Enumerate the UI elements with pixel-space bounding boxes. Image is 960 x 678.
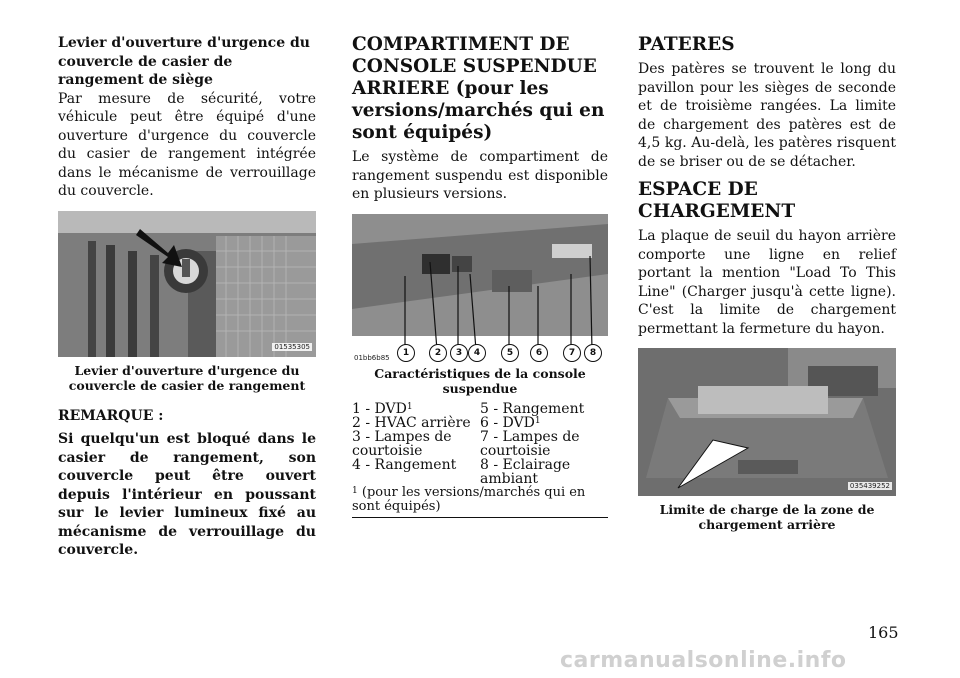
callout-2: 2 — [429, 344, 447, 362]
legend-row: 1 - DVD$^1$ 5 - Rangement — [352, 400, 585, 417]
legend-row: 2 - HVAC arrière 6 - DVD$^1$ — [352, 414, 541, 431]
legend-row: 4 - Rangement 8 - Eclairage ambiant — [352, 456, 571, 487]
column-middle — [352, 34, 608, 518]
legend-row: 3 - Lampes de courtoisie 7 - Lampes de courtoisie — [352, 428, 580, 459]
heading-suffix: (pour les versions/marchés qui en sont équipés) — [352, 78, 605, 143]
heading-main: COMPARTIMENT DE CONSOLE SUSPENDUE ARRIERE — [352, 34, 597, 99]
image-code: 035439252 — [849, 482, 890, 490]
callout-1: 1 — [397, 344, 415, 362]
legend-table — [352, 402, 608, 518]
column-right — [638, 34, 896, 532]
note-label: REMARQUE : — [58, 407, 164, 424]
note-text: Si quelqu'un est bloqué dans le casier de rangement, son couvercle peut être ouvert depuis l'intérieur en poussant sur le levier lumineux fixé au mécanisme de verrouillage du couvercle. — [58, 431, 316, 558]
photo-overhead-console — [352, 214, 608, 364]
legend-footnote: $^1$ (pour les versions/marchés qui en sont équipés) — [352, 486, 608, 518]
section-heading-overhead-console — [352, 34, 608, 144]
photo-cargo-limit — [638, 348, 896, 496]
image-code: 01bb6b85 — [354, 353, 390, 362]
callout-8: 8 — [584, 344, 602, 362]
image-code: 01535305 — [274, 342, 310, 351]
caption-overhead-console: Caractéristiques de la console suspendue — [374, 365, 586, 396]
photo-emergency-release-lever — [58, 211, 316, 357]
paragraph-coat-hooks: Des patères se trouvent le long du pavillon pour les sièges de seconde et de troisième rangées. La limite de chargement des patères est de 4,5 kg. Au-delà, les patères risquent de se briser ou de se détacher. — [638, 61, 896, 170]
paragraph-cargo-area: La plaque de seuil du hayon arrière comporte une ligne en relief portant la mention "Load To This Line" (Charger jusqu'à cette ligne). C'est la limite de chargement permettant la fermeture du hayon. — [638, 228, 896, 337]
callout-4: 4 — [468, 344, 486, 362]
callout-7: 7 — [563, 344, 581, 362]
callout-6: 6 — [530, 344, 548, 362]
watermark: carmanualsonline.info — [560, 648, 847, 673]
column-left — [58, 34, 316, 560]
paragraph-emergency-release: Par mesure de sécurité, votre véhicule peut être équipé d'une ouverture d'urgence du couvercle du casier de rangement intégrée dans le mécanisme de verrouillage du couvercle. — [58, 90, 316, 199]
callout-5: 5 — [501, 344, 519, 362]
caption-emergency-release: Levier d'ouverture d'urgence du couvercle de casier de rangement — [68, 362, 306, 393]
callout-3: 3 — [450, 344, 468, 362]
paragraph-overhead-console: Le système de compartiment de rangement suspendu est disponible en plusieurs versions. — [352, 149, 608, 202]
caption-cargo-limit: Limite de charge de la zone de chargement arrière — [659, 502, 875, 532]
section-heading-emergency-release: Levier d'ouverture d'urgence du couvercle de casier de rangement de siège — [58, 35, 310, 88]
page-number: 165 — [868, 623, 899, 642]
section-heading-cargo-area: ESPACE DE CHARGEMENT — [638, 179, 796, 222]
section-heading-coat-hooks: PATERES — [638, 34, 735, 55]
